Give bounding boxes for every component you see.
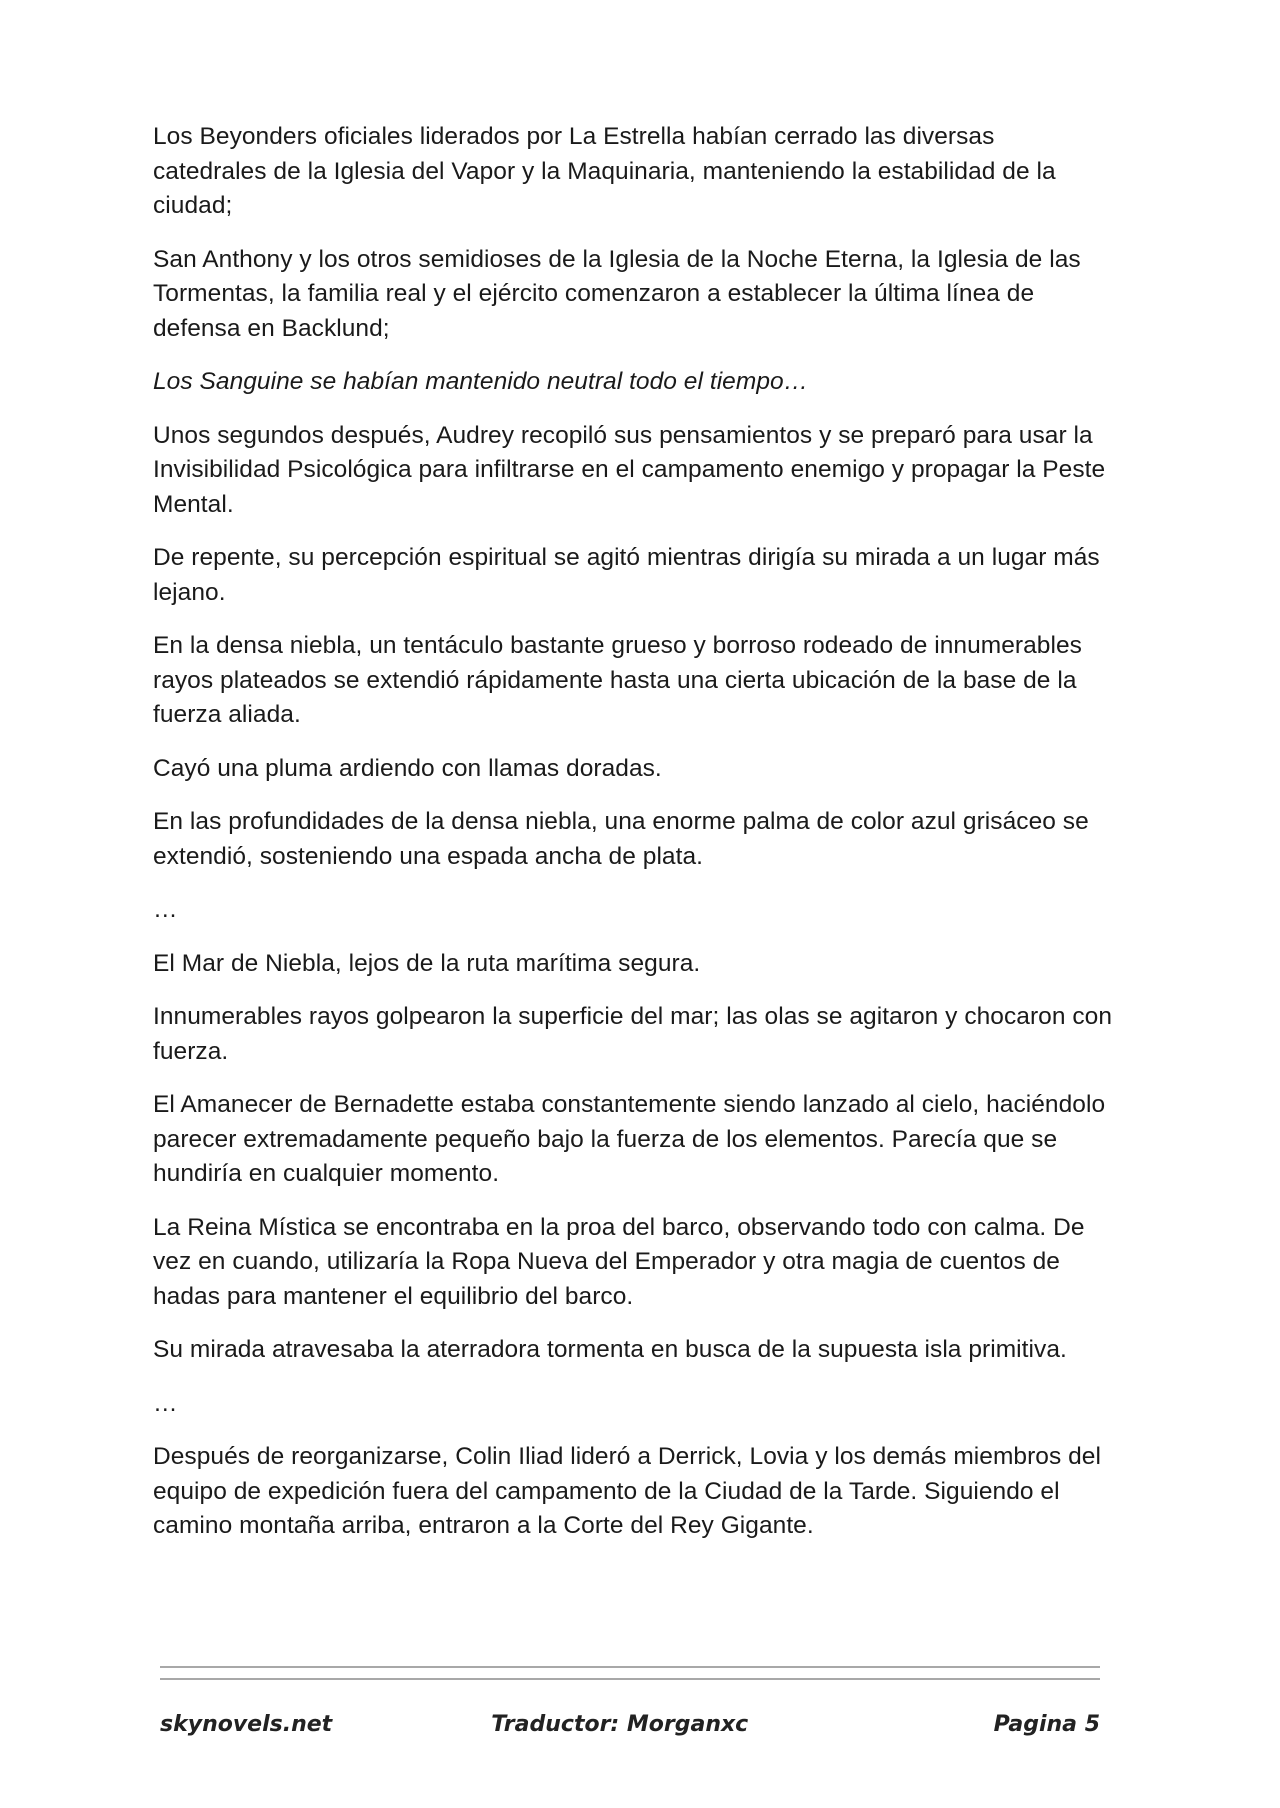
page-footer xyxy=(160,1712,1100,1744)
paragraph: El Amanecer de Bernadette estaba constantemente siendo lanzado al cielo, haciéndolo parecer extremadamente pequeño bajo la fuerza de los elementos. Parecía que se hundiría en cualquier momento. xyxy=(153,1091,1106,1187)
footer-divider-top xyxy=(160,1666,1100,1668)
footer-translator: Traductor: Morganxc xyxy=(491,1712,749,1737)
footer-divider-bottom xyxy=(160,1678,1100,1680)
footer-site: skynovels.net xyxy=(160,1712,333,1737)
paragraph: El Mar de Niebla, lejos de la ruta marítima segura. xyxy=(153,949,701,977)
scene-break: … xyxy=(153,1389,178,1417)
paragraph: Después de reorganizarse, Colin Iliad lideró a Derrick, Lovia y los demás miembros del equipo de expedición fuera del campamento de la Ciudad de la Tarde. Siguiendo el camino montaña arriba, entraron a la Corte del Rey Gigante. xyxy=(153,1443,1101,1539)
paragraph: Los Beyonders oficiales liderados por La Estrella habían cerrado las diversas catedrales de la Iglesia del Vapor y la Maquinaria, manteniendo la estabilidad de la ciudad; xyxy=(153,123,1056,219)
document-body xyxy=(153,120,1113,1563)
paragraph: En la densa niebla, un tentáculo bastante grueso y borroso rodeado de innumerables rayos plateados se extendió rápidamente hasta una cierta ubicación de la base de la fuerza aliada. xyxy=(153,632,1082,728)
paragraph: De repente, su percepción espiritual se agitó mientras dirigía su mirada a un lugar más lejano. xyxy=(153,544,1100,606)
paragraph: En las profundidades de la densa niebla, una enorme palma de color azul grisáceo se extendió, sosteniendo una espada ancha de plata. xyxy=(153,808,1089,870)
paragraph: Los Sanguine se habían mantenido neutral todo el tiempo… xyxy=(153,368,809,395)
scene-break: … xyxy=(153,896,178,923)
paragraph: Innumerables rayos golpearon la superficie del mar; las olas se agitaron y chocaron con fuerza. xyxy=(153,1003,1113,1065)
footer-page-number: Pagina 5 xyxy=(993,1712,1100,1737)
paragraph: Cayó una pluma ardiendo con llamas doradas. xyxy=(153,754,662,782)
paragraph: La Reina Mística se encontraba en la proa del barco, observando todo con calma. De vez en cuando, utilizaría la Ropa Nueva del Emperador y otra magia de cuentos de hadas para mantener el equilibrio del barco. xyxy=(153,1213,1085,1310)
paragraph: Unos segundos después, Audrey recopiló sus pensamientos y se preparó para usar la Invisibilidad Psicológica para infiltrarse en el campamento enemigo y propagar la Peste Mental. xyxy=(153,421,1106,518)
paragraph: San Anthony y los otros semidioses de la Iglesia de la Noche Eterna, la Iglesia de las Tormentas, la familia real y el ejército comenzaron a establecer la última línea de defensa en Backlund; xyxy=(153,245,1081,342)
paragraph: Su mirada atravesaba la aterradora tormenta en busca de la supuesta isla primitiva. xyxy=(153,1336,1067,1363)
